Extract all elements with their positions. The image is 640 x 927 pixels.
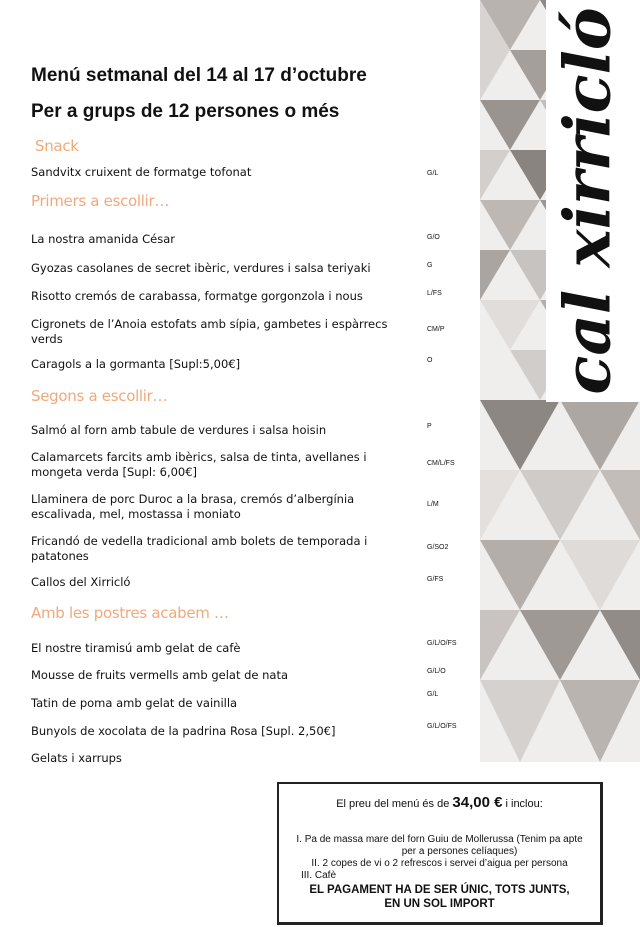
logo-text: cal xirricló bbox=[550, 7, 626, 395]
menu-item: Risotto cremós de carabassa, formatge gorgonzola i nous bbox=[31, 289, 363, 303]
menu-item: Caragols a la gormanta [Supl:5,00€] bbox=[31, 357, 241, 371]
logo-box bbox=[546, 0, 640, 402]
allergen-code: O bbox=[427, 357, 433, 364]
section-primers: Primers a escollir… bbox=[31, 192, 170, 210]
price-prefix: El preu del menú és de bbox=[336, 798, 450, 810]
menu-item: Cigronets de l’Anoia estofats amb sípia, gambetes i espàrrecs verds bbox=[31, 317, 388, 346]
allergen-code: G/L/O/FS bbox=[427, 640, 457, 647]
allergen-code: CM/P bbox=[427, 326, 445, 333]
menu-item: Fricandó de vedella tradicional amb bolets de temporada i patatones bbox=[31, 534, 368, 563]
includes-item-1: I. Pa de massa mare del forn Guiu de Mollerussa (Tenim pa apte bbox=[296, 834, 583, 845]
menu-item: Tatin de poma amb gelat de vainilla bbox=[31, 696, 238, 710]
menu-item: El nostre tiramisú amb gelat de cafè bbox=[31, 641, 241, 655]
allergen-code: G/L bbox=[427, 170, 439, 177]
price-line bbox=[279, 794, 600, 811]
allergen-code: G bbox=[427, 262, 433, 269]
menu-item: Mousse de fruits vermells amb gelat de nata bbox=[31, 668, 289, 682]
menu-item: Calamarcets farcits amb ibèrics, salsa de tinta, avellanes i mongeta verda [Supl: 6,00€] bbox=[31, 450, 367, 479]
menu-subtitle: Per a grups de 12 persones o més bbox=[31, 101, 340, 122]
includes-item-2: II. 2 copes de vi o 2 refrescos i servei d’aigua per persona bbox=[311, 858, 568, 869]
allergen-code: G/SO2 bbox=[427, 544, 449, 551]
allergen-code: L/M bbox=[427, 501, 439, 508]
includes-item-1-cont: per a persones celíaques) bbox=[401, 846, 518, 857]
section-segons: Segons a escollir… bbox=[31, 387, 168, 405]
menu-item: Salmó al forn amb tabule de verdures i salsa hoisin bbox=[31, 423, 327, 437]
payment-note-line2: EN UN SOL IMPORT bbox=[384, 898, 495, 910]
logo bbox=[546, 0, 640, 402]
allergen-code: G/L bbox=[427, 691, 439, 698]
allergen-code: CM/L/FS bbox=[427, 460, 455, 467]
allergen-code: G/O bbox=[427, 234, 440, 241]
menu-item: Gyozas casolanes de secret ibèric, verdures i salsa teriyaki bbox=[31, 261, 371, 275]
allergen-code: G/L/O bbox=[427, 668, 446, 675]
price-box bbox=[277, 782, 603, 925]
section-postres: Amb les postres acabem … bbox=[31, 604, 229, 622]
menu-item: Sandvitx cruixent de formatge tofonat bbox=[31, 165, 252, 179]
menu-item: Gelats i xarrups bbox=[31, 751, 122, 765]
price-suffix: i inclou: bbox=[505, 798, 543, 810]
payment-note bbox=[279, 883, 600, 911]
menu-title: Menú setmanal del 14 al 17 d’octubre bbox=[31, 65, 367, 86]
includes-item-3: III. Cafè bbox=[301, 870, 337, 881]
allergen-code: G/L/O/FS bbox=[427, 723, 457, 730]
section-snack: Snack bbox=[35, 137, 79, 155]
price-amount: 34,00 € bbox=[452, 794, 503, 811]
menu-item: Llaminera de porc Duroc a la brasa, cremós d’albergínia escalivada, mel, mostassa i moniato bbox=[31, 492, 355, 521]
menu-item: La nostra amanida César bbox=[31, 232, 176, 246]
allergen-code: G/FS bbox=[427, 576, 444, 583]
allergen-code: L/FS bbox=[427, 290, 442, 297]
payment-note-line1: EL PAGAMENT HA DE SER ÚNIC, TOTS JUNTS, bbox=[309, 884, 570, 896]
allergen-code: P bbox=[427, 423, 432, 430]
menu-item: Callos del Xirricló bbox=[31, 575, 131, 589]
menu-item: Bunyols de xocolata de la padrina Rosa [Supl. 2,50€] bbox=[31, 724, 336, 738]
